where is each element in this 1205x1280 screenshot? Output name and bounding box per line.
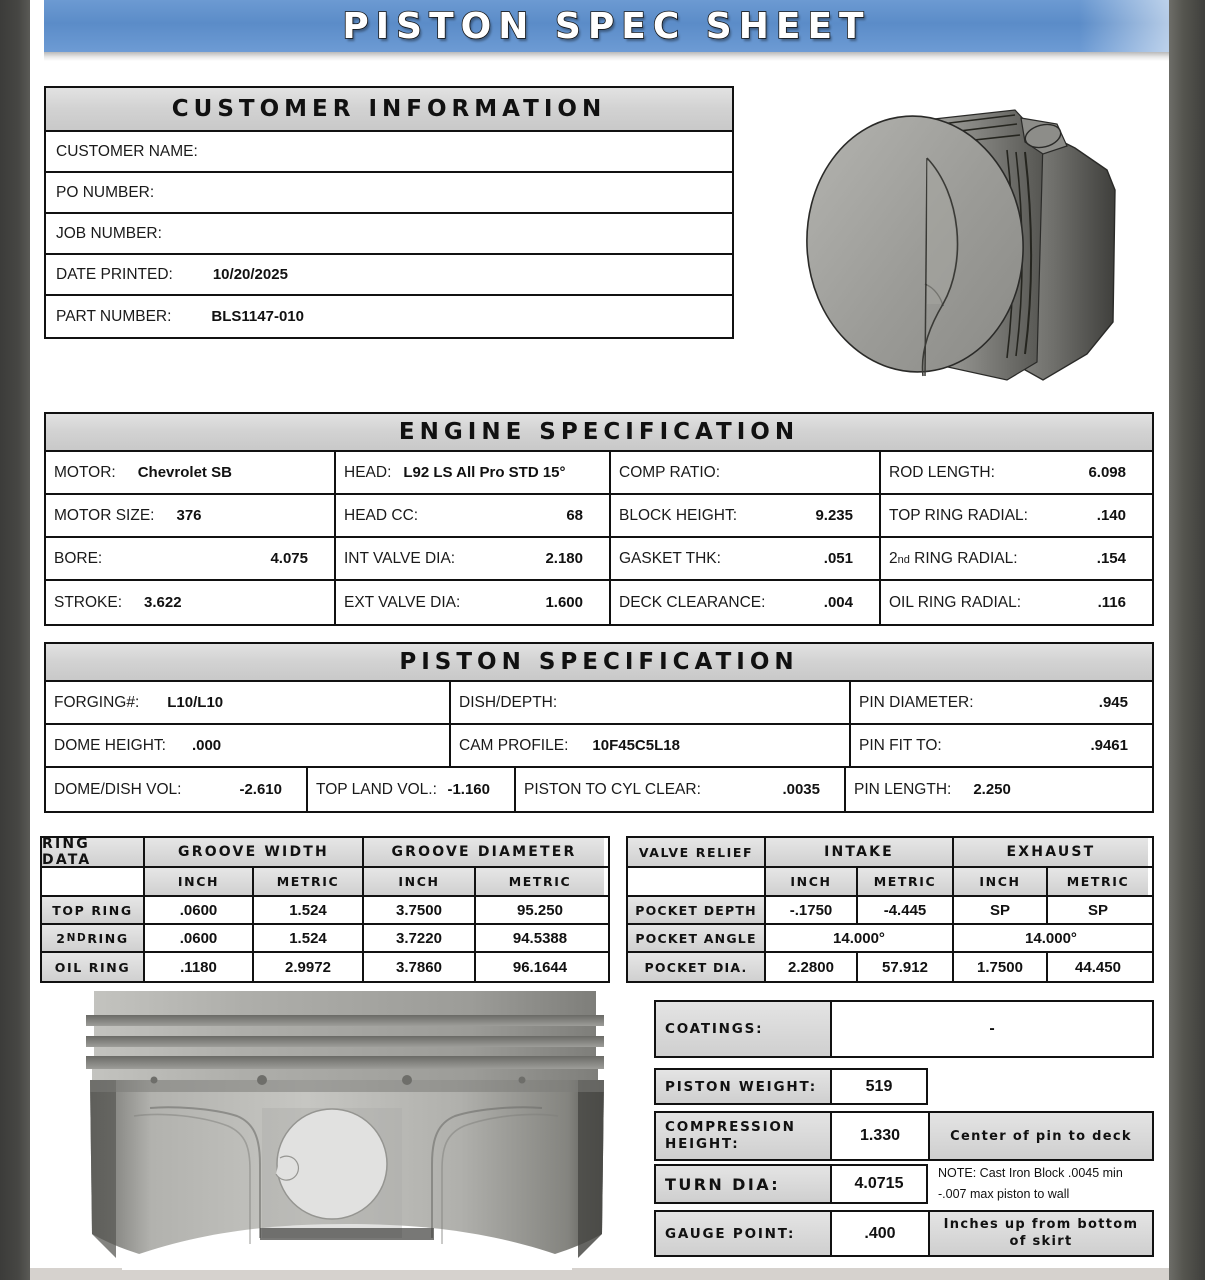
dome-dish-vol-cell: [46, 768, 308, 811]
table-row: [46, 173, 732, 214]
gauge-point-box: [654, 1210, 1154, 1257]
table-row: [46, 214, 732, 255]
table-row: [46, 768, 1152, 811]
dome-height-value: .000: [191, 737, 222, 754]
table-row: [46, 255, 732, 296]
intake-inch-header: INCH: [766, 868, 858, 895]
top-ring-radial-cell: [881, 495, 1152, 536]
motor-cell: [46, 452, 336, 493]
page-banner: [44, 0, 1169, 52]
table-row: [628, 953, 1152, 981]
job-number-cell: [46, 214, 732, 253]
rod-length-label: ROD LENGTH:: [889, 463, 995, 481]
engine-specification-section: [44, 412, 1154, 626]
date-printed-label: DATE PRINTED:: [56, 265, 173, 283]
head-cc-cell: [336, 495, 611, 536]
top-ring-groove-width-inch: .0600: [145, 897, 254, 923]
intake-metric-header: METRIC: [858, 868, 954, 895]
oil-ring-radial-label: OIL RING RADIAL:: [889, 593, 1022, 611]
head-cell: [336, 452, 611, 493]
dome-dish-vol-label: DOME/DISH VOL:: [54, 780, 182, 798]
po-number-label: PO NUMBER:: [56, 183, 155, 201]
top-ring-radial-label: TOP RING RADIAL:: [889, 506, 1028, 524]
ext-valve-dia-value: 1.600: [545, 594, 583, 611]
pin-diameter-value: .945: [1098, 694, 1128, 711]
pocket-depth-exhaust-metric: SP: [1087, 901, 1108, 919]
compression-height-note: Center of pin to deck: [930, 1113, 1152, 1159]
forging-number-cell: [46, 682, 451, 723]
valve-relief-corner-header: VALVE RELIEF: [628, 838, 766, 866]
table-row: [46, 581, 1152, 624]
motor-size-label: MOTOR SIZE:: [54, 506, 155, 524]
table-row: [46, 296, 732, 337]
oil-ring-groove-width-inch: .1180: [145, 953, 254, 981]
head-cc-value: 68: [566, 507, 583, 524]
table-row: [42, 925, 608, 953]
ring-data-blank-cell: [42, 868, 145, 895]
pin-fit-to-label: PIN FIT TO:: [859, 736, 942, 754]
dish-depth-cell: [451, 682, 851, 723]
stroke-value: 3.622: [144, 594, 182, 611]
pin-fit-to-cell: [851, 725, 1152, 766]
intake-header: INTAKE: [766, 838, 954, 866]
top-ring-groove-dia-inch: 3.7500: [364, 897, 476, 923]
pocket-dia-exhaust-metric: 44.450: [1075, 958, 1121, 976]
piston-to-cyl-clear-value: .0035: [782, 781, 820, 798]
motor-size-cell: [46, 495, 336, 536]
customer-name-cell: [46, 132, 732, 171]
cam-profile-label: CAM PROFILE:: [459, 736, 569, 754]
cam-profile-value: 10F45C5L18: [592, 737, 680, 754]
pin-diameter-cell: [851, 682, 1152, 723]
turn-dia-label: TURN DIA:: [656, 1166, 832, 1202]
cast-note-line-2: -.007 max piston to wall: [938, 1186, 1070, 1201]
exhaust-metric-header: METRIC: [1048, 868, 1148, 895]
table-row: [628, 868, 1152, 897]
piston-weight-value: 519: [865, 1077, 893, 1095]
part-number-value: BLS1147-010: [211, 308, 304, 325]
oil-ring-row-label: OIL RING: [42, 953, 145, 981]
job-number-label: JOB NUMBER:: [56, 224, 162, 242]
top-land-vol-cell: [308, 768, 516, 811]
motor-size-value: 376: [176, 507, 202, 524]
turn-dia-box: [654, 1164, 928, 1204]
table-row: [46, 452, 1152, 495]
top-ring-groove-dia-metric: 95.250: [517, 901, 563, 919]
bore-label: BORE:: [54, 549, 103, 567]
banner-glare: [1079, 0, 1169, 52]
stroke-label: STROKE:: [54, 593, 123, 611]
gauge-point-note: Inches up from bottom of skirt: [930, 1212, 1152, 1255]
table-row: [42, 953, 608, 981]
top-land-vol-value: -1.160: [447, 781, 490, 798]
head-value: L92 LS All Pro STD 15°: [403, 464, 566, 481]
groove-width-header: GROOVE WIDTH: [145, 838, 364, 866]
second-ring-groove-width-inch: .0600: [145, 925, 254, 951]
pocket-depth-exhaust-inch: SP: [954, 897, 1048, 923]
customer-name-label: CUSTOMER NAME:: [56, 142, 198, 160]
table-row: [46, 538, 1152, 581]
customer-information-grid: [44, 132, 734, 339]
pin-length-value: 2.250: [973, 781, 1011, 798]
table-row: [46, 132, 732, 173]
second-ring-radial-cell: [881, 538, 1152, 579]
piston-side-view-image: [62, 988, 632, 1270]
table-row: [628, 897, 1152, 925]
block-height-value: 9.235: [815, 507, 853, 524]
ring-data-corner-header: RING DATA: [42, 838, 145, 866]
page-title: PISTON SPEC SHEET: [342, 5, 871, 47]
deck-clearance-value: .004: [823, 594, 853, 611]
second-ring-groove-dia-metric: 94.5388: [512, 929, 568, 947]
top-ring-radial-value: .140: [1096, 507, 1126, 524]
gasket-thk-value: .051: [823, 550, 853, 567]
dome-height-cell: [46, 725, 451, 766]
table-row: [42, 868, 608, 897]
scanner-edge-right: [1169, 0, 1205, 1280]
table-row: [628, 838, 1152, 868]
comp-ratio-cell: [611, 452, 881, 493]
pin-length-cell: [846, 768, 1152, 811]
banner-underline: [44, 52, 1169, 61]
second-ring-radial-value: .154: [1096, 550, 1126, 567]
turn-dia-value: 4.0715: [854, 1175, 904, 1192]
table-row: [46, 725, 1152, 768]
bore-value: 4.075: [270, 550, 308, 567]
forging-number-label: FORGING#:: [54, 693, 140, 711]
cam-profile-cell: [451, 725, 851, 766]
table-row: [46, 495, 1152, 538]
scanner-edge-left: [0, 0, 30, 1280]
top-land-vol-label: TOP LAND VOL.:: [316, 780, 437, 798]
ext-valve-dia-label: EXT VALVE DIA:: [344, 593, 461, 611]
date-printed-cell: [46, 255, 732, 294]
second-ring-groove-dia-inch: 3.7220: [364, 925, 476, 951]
forging-number-value: L10/L10: [167, 694, 224, 711]
comp-ratio-label: COMP RATIO:: [619, 463, 721, 481]
table-row: [628, 925, 1152, 953]
ext-valve-dia-cell: [336, 581, 611, 624]
pocket-depth-intake-metric: -4.445: [858, 897, 954, 923]
gauge-point-label: GAUGE POINT:: [656, 1212, 832, 1255]
second-ring-groove-width-metric: 1.524: [254, 925, 364, 951]
head-label: HEAD:: [344, 463, 392, 481]
piston-to-cyl-clear-cell: [516, 768, 846, 811]
coatings-box: [654, 1000, 1154, 1058]
stroke-cell: [46, 581, 336, 624]
pocket-angle-exhaust: 14.000°: [1025, 929, 1077, 947]
head-cc-label: HEAD CC:: [344, 506, 419, 524]
pin-diameter-label: PIN DIAMETER:: [859, 693, 974, 711]
piston-isometric-image: [775, 62, 1160, 392]
piston-specification-section: [44, 642, 1154, 813]
second-ring-row-label: 2 ND RING: [42, 925, 145, 951]
rod-length-value: 6.098: [1088, 464, 1126, 481]
motor-label: MOTOR:: [54, 463, 116, 481]
motor-value: Chevrolet SB: [137, 464, 232, 481]
top-ring-row-label: TOP RING: [42, 897, 145, 923]
piston-specification-grid: [44, 682, 1154, 813]
deck-clearance-label: DECK CLEARANCE:: [619, 593, 766, 611]
valve-relief-blank-cell: [628, 868, 766, 895]
bore-cell: [46, 538, 336, 579]
piston-specification-heading: PISTON SPECIFICATION: [44, 642, 1154, 682]
piston-to-cyl-clear-label: PISTON TO CYL CLEAR:: [524, 780, 701, 798]
customer-information-section: [44, 86, 734, 339]
engine-specification-grid: [44, 452, 1154, 626]
table-row: [42, 897, 608, 925]
table-row: [42, 838, 608, 868]
pocket-depth-intake-inch: -.1750: [766, 897, 858, 923]
pocket-dia-exhaust-inch: 1.7500: [954, 953, 1048, 981]
oil-ring-radial-cell: [881, 581, 1152, 624]
ring-data-table: [40, 836, 610, 983]
groove-diameter-metric-header: METRIC: [476, 868, 604, 895]
coatings-value: -: [989, 1020, 995, 1037]
piston-weight-label: PISTON WEIGHT:: [656, 1070, 832, 1103]
part-number-label: PART NUMBER:: [56, 307, 172, 325]
int-valve-dia-value: 2.180: [545, 550, 583, 567]
oil-ring-groove-width-metric: 2.9972: [254, 953, 364, 981]
customer-information-heading: CUSTOMER INFORMATION: [44, 86, 734, 132]
top-ring-groove-width-metric: 1.524: [254, 897, 364, 923]
pocket-angle-intake: 14.000°: [766, 925, 954, 951]
gasket-thk-cell: [611, 538, 881, 579]
groove-width-metric-header: METRIC: [254, 868, 364, 895]
deck-clearance-cell: [611, 581, 881, 624]
block-height-cell: [611, 495, 881, 536]
int-valve-dia-cell: [336, 538, 611, 579]
compression-height-label: COMPRESSION HEIGHT:: [656, 1113, 832, 1159]
valve-relief-table: [626, 836, 1154, 983]
pin-fit-to-value: .9461: [1090, 737, 1128, 754]
dome-dish-vol-value: -2.610: [239, 781, 282, 798]
pocket-depth-label: POCKET DEPTH: [628, 897, 766, 923]
part-number-cell: [46, 296, 732, 337]
dish-depth-label: DISH/DEPTH:: [459, 693, 558, 711]
groove-diameter-header: GROOVE DIAMETER: [364, 838, 604, 866]
oil-ring-groove-dia-metric: 96.1644: [512, 958, 568, 976]
cast-note-line-1: NOTE: Cast Iron Block .0045 min: [938, 1166, 1123, 1180]
block-height-label: BLOCK HEIGHT:: [619, 506, 737, 524]
pocket-dia-label: POCKET DIA.: [628, 953, 766, 981]
pocket-angle-label: POCKET ANGLE: [628, 925, 766, 951]
groove-width-inch-header: INCH: [145, 868, 254, 895]
gauge-point-value: .400: [832, 1212, 930, 1255]
coatings-label: COATINGS:: [656, 1002, 832, 1056]
po-number-cell: [46, 173, 732, 212]
compression-height-value: 1.330: [832, 1113, 930, 1159]
exhaust-inch-header: INCH: [954, 868, 1048, 895]
pocket-dia-intake-metric: 57.912: [858, 953, 954, 981]
table-row: [46, 682, 1152, 725]
int-valve-dia-label: INT VALVE DIA:: [344, 549, 456, 567]
rod-length-cell: [881, 452, 1152, 493]
compression-height-box: [654, 1111, 1154, 1161]
gasket-thk-label: GASKET THK:: [619, 549, 721, 567]
cast-iron-block-note: [938, 1163, 1158, 1204]
second-ring-radial-label: 2nd RING RADIAL:: [889, 549, 1018, 567]
date-printed-value: 10/20/2025: [212, 266, 288, 283]
pocket-dia-intake-inch: 2.2800: [766, 953, 858, 981]
groove-diameter-inch-header: INCH: [364, 868, 476, 895]
piston-weight-box: [654, 1068, 928, 1105]
exhaust-header: EXHAUST: [954, 838, 1148, 866]
engine-specification-heading: ENGINE SPECIFICATION: [44, 412, 1154, 452]
pin-length-label: PIN LENGTH:: [854, 780, 952, 798]
oil-ring-radial-value: .116: [1097, 594, 1126, 611]
oil-ring-groove-dia-inch: 3.7860: [364, 953, 476, 981]
dome-height-label: DOME HEIGHT:: [54, 736, 166, 754]
